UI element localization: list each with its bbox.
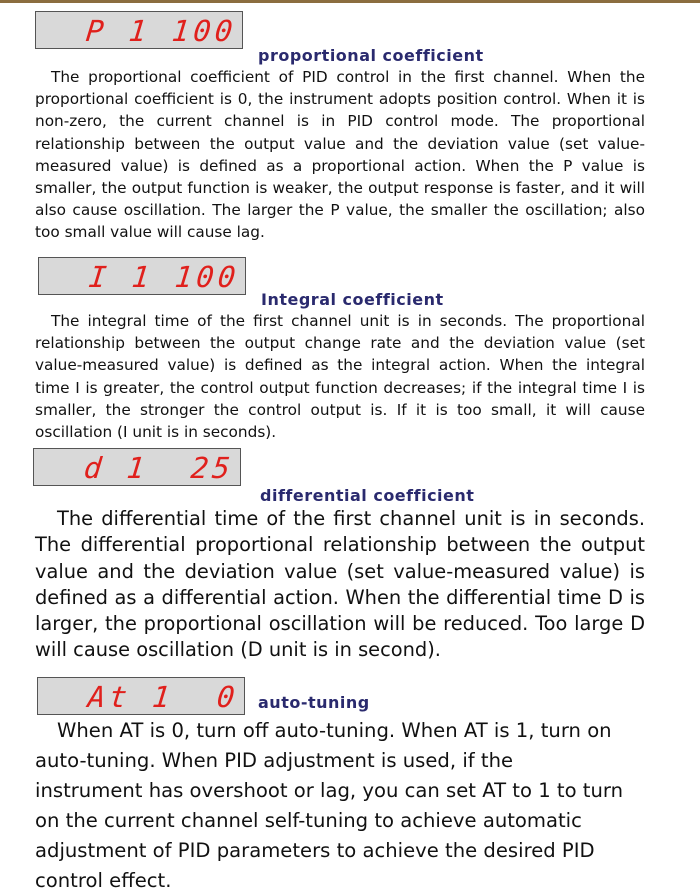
paragraph-integral: The integral time of the first channel unit is in seconds. The proportional relationship between the output change rate and the deviation value (set value-measured value) is defined as the integral action. When the integral time I is greater, the control output function decreases; if the integral time I is smaller, the stronger the control output is. If it is too small, it will cause oscillation (I unit is in seconds). bbox=[35, 312, 645, 442]
top-border bbox=[0, 0, 700, 3]
paragraph-differential: The differential time of the first channel unit is in seconds. The differential proportional relationship between the output value and the deviation value (set value-measured value) is defined as a differential action. When the differential time D is larger, the proportional oscillation will be reduced. Too large D will cause oscillation (D unit is in second). bbox=[35, 507, 645, 662]
display-value: 100 bbox=[169, 14, 238, 48]
paragraph-auto-tuning: When AT is 0, turn off auto-tuning. When AT is 1, turn on auto-tuning. When PID adjustment is used, if the instrument has overshoot or lag, you can set AT to 1 to turn on the current channel self-tuning to achieve automatic adjustment of PID parameters to achieve the desired PID control effect. bbox=[35, 719, 624, 892]
heading-differential: differential coefficient bbox=[260, 486, 475, 505]
heading-proportional: proportional coefficient bbox=[258, 46, 484, 65]
heading-integral: Integral coefficient bbox=[261, 290, 444, 309]
display-value: 100 bbox=[172, 260, 241, 294]
display-at1 bbox=[37, 677, 245, 715]
display-code: d 1 bbox=[82, 451, 151, 485]
display-code: P 1 bbox=[84, 14, 153, 48]
display-p1 bbox=[35, 11, 243, 49]
display-value: 0 bbox=[214, 680, 240, 714]
paragraph-proportional: The proportional coefficient of PID control in the first channel. When the proportional coefficient is 0, the instrument adopts position control. When it is non-zero, the current channel is in PID control mode. The proportional relationship between the output value and the deviation value (set value-measured value) is defined as a proportional action. When the P value is smaller, the output function is weaker, the output response is faster, and it will also cause oscillation. The larger the P value, the smaller the oscillation; also too small value will cause lag. bbox=[35, 68, 645, 242]
heading-auto-tuning: auto-tuning bbox=[258, 693, 370, 712]
display-value: 25 bbox=[189, 451, 236, 485]
display-i1 bbox=[38, 257, 246, 295]
display-d1 bbox=[33, 448, 241, 486]
display-code: I 1 bbox=[87, 260, 156, 294]
display-code: At 1 bbox=[86, 680, 176, 714]
